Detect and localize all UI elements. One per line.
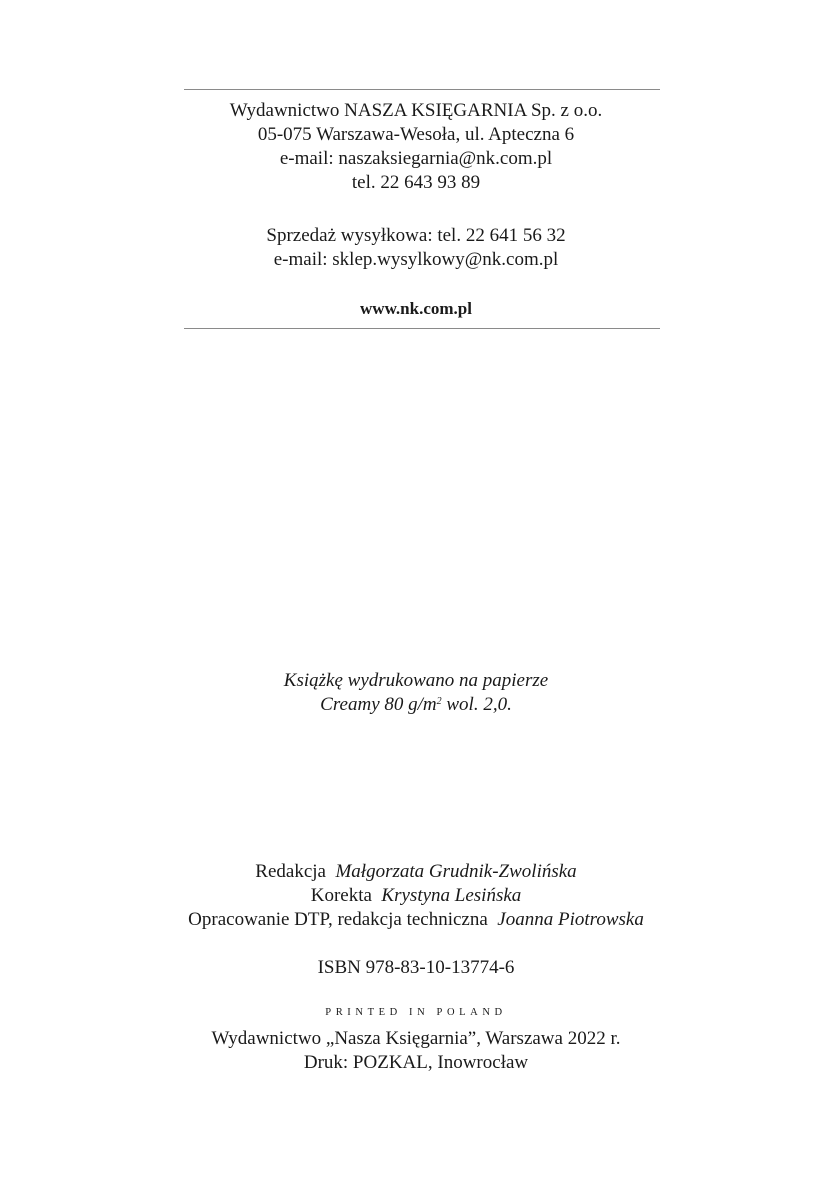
isbn-block	[0, 956, 832, 980]
credit-dtp	[0, 908, 832, 932]
isbn: ISBN 978-83-10-13774-6	[317, 957, 515, 978]
paper-note	[0, 669, 832, 717]
paper-note-superscript: 2	[436, 696, 442, 707]
imprint-printer: Druk: POZKAL, Inowrocław	[303, 1052, 529, 1073]
publisher-email: e-mail: naszaksiegarnia@nk.com.pl	[279, 148, 553, 169]
printed-in-block	[0, 1006, 832, 1020]
credit-name: Krystyna Lesińska	[381, 885, 522, 906]
mail-order-info	[0, 224, 832, 272]
credit-editor	[0, 860, 832, 884]
publisher-name: Wydawnictwo NASZA KSIĘGARNIA Sp. z o.o.	[229, 100, 603, 121]
mail-order-phone: Sprzedaż wysyłkowa: tel. 22 641 56 32	[266, 225, 566, 246]
credits	[0, 860, 832, 932]
top-rule	[184, 89, 660, 90]
publisher-phone: tel. 22 643 93 89	[351, 172, 481, 193]
paper-note-volume: wol. 2,0.	[441, 694, 512, 715]
bottom-rule	[184, 328, 660, 329]
credit-proofreader	[0, 884, 832, 908]
paper-note-line2	[0, 693, 832, 717]
credit-name: Małgorzata Grudnik-Zwolińska	[335, 861, 577, 882]
publisher-street: 05-075 Warszawa-Wesoła, ul. Apteczna 6	[257, 124, 575, 145]
paper-note-spec: Creamy 80 g/m	[320, 694, 437, 715]
paper-note-line1: Książkę wydrukowano na papierze	[283, 670, 549, 691]
imprint-publisher: Wydawnictwo „Nasza Księgarnia”, Warszawa 2022 r.	[211, 1028, 621, 1049]
printed-in: PRINTED IN POLAND	[325, 1007, 507, 1018]
credit-role: Korekta	[310, 885, 372, 906]
credit-name: Joanna Piotrowska	[497, 909, 644, 930]
website-block	[0, 297, 832, 321]
imprint	[0, 1027, 832, 1075]
website-link[interactable]: www.nk.com.pl	[360, 299, 472, 318]
credit-role: Opracowanie DTP, redakcja techniczna	[188, 909, 488, 930]
publisher-address	[0, 99, 832, 195]
mail-order-email: e-mail: sklep.wysylkowy@nk.com.pl	[273, 249, 559, 270]
credit-role: Redakcja	[255, 861, 326, 882]
